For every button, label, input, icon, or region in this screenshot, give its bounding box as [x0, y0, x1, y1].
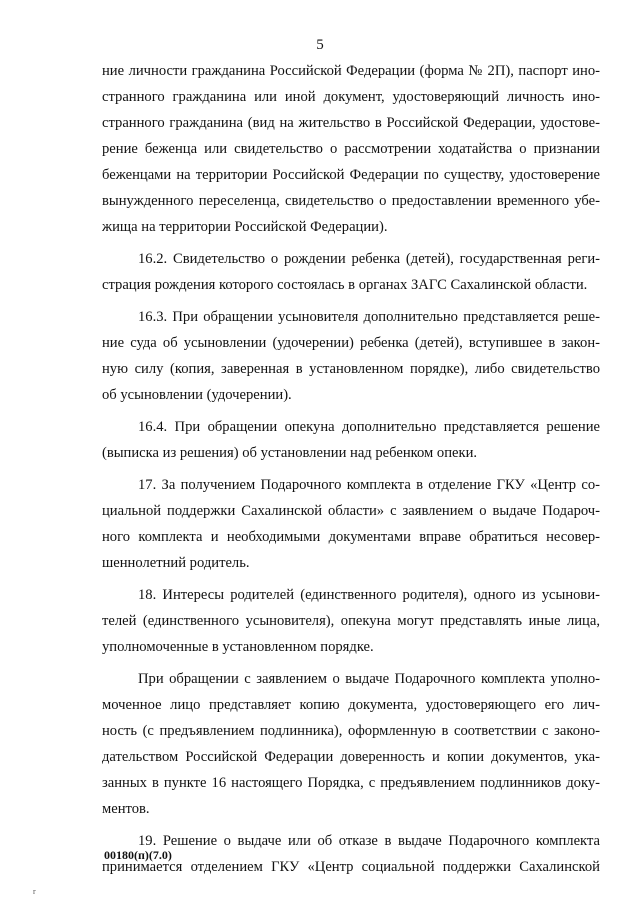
text-line: странного гражданина или иной документ, удостоверяющий личность ино-	[102, 89, 600, 105]
text-line: При обращении с заявлением о выдаче Подарочного комплекта уполно-	[138, 671, 600, 687]
text-line: ментов.	[102, 801, 150, 817]
text-line: страция рождения которого состоялась в органах ЗАГС Сахалинской области.	[102, 277, 588, 293]
paragraph-18	[102, 582, 600, 660]
text-line: ность (с предъявлением подлинника), оформленную в соответствии с законо-	[102, 723, 600, 739]
text-line: рение беженца или свидетельство о рассмотрении ходатайства о признании	[102, 141, 600, 157]
text-line: ную силу (копия, заверенная в установленном порядке), либо свидетельство	[102, 361, 600, 377]
text-line: занных в пункте 16 настоящего Порядка, с предъявлением подлинников доку-	[102, 775, 600, 791]
paragraph-17	[102, 472, 600, 576]
paragraph-19	[102, 828, 600, 880]
page-number: 5	[316, 37, 324, 53]
document-body	[102, 58, 600, 880]
document-code: 00180(п)(7.0)	[104, 848, 172, 862]
paragraph-16-2	[102, 246, 600, 298]
text-line: 16.2. Свидетельство о рождении ребенка (детей), государственная реги-	[138, 251, 600, 267]
paragraph-18-representative	[102, 666, 600, 822]
text-line: моченное лицо представляет копию документа, удостоверяющего его лич-	[102, 697, 600, 713]
text-line: об усыновлении (удочерении).	[102, 387, 292, 403]
text-line: 18. Интересы родителей (единственного родителя), одного из усынови-	[138, 587, 600, 603]
text-line: уполномоченные в установленном порядке.	[102, 639, 374, 655]
text-line: принимается отделением ГКУ «Центр социальной поддержки Сахалинской	[102, 859, 600, 875]
text-line: дательством Российской Федерации доверенность и копии документов, ука-	[102, 749, 600, 765]
text-line: 16.3. При обращении усыновителя дополнительно представляется реше-	[138, 309, 600, 325]
text-line: циальной поддержки Сахалинской области» с заявлением о выдаче Подароч-	[102, 503, 600, 519]
text-line: ного комплекта и необходимыми документами вправе обратиться несовер-	[102, 529, 600, 545]
margin-mark: r	[33, 887, 36, 896]
text-line: 16.4. При обращении опекуна дополнительно представляется решение	[138, 419, 600, 435]
text-line: ние суда об усыновлении (удочерении) ребенка (детей), вступившее в закон-	[102, 335, 600, 351]
text-line: (выписка из решения) об установлении над ребенком опеки.	[102, 445, 478, 461]
text-line: шеннолетний родитель.	[102, 555, 250, 571]
text-line: телей (единственного усыновителя), опекуна могут представлять иные лица,	[102, 613, 600, 629]
text-line: 17. За получением Подарочного комплекта в отделение ГКУ «Центр со-	[138, 477, 600, 493]
text-line: ние личности гражданина Российской Федерации (форма № 2П), паспорт ино-	[102, 63, 600, 79]
text-line: 19. Решение о выдаче или об отказе в выдаче Подарочного комплекта	[138, 833, 600, 849]
text-line: вынужденного переселенца, свидетельство о предоставлении временного убе-	[102, 193, 600, 209]
paragraph-16-3	[102, 304, 600, 408]
paragraph-16-4	[102, 414, 600, 466]
paragraph-16-1-continued	[102, 58, 600, 240]
text-line: странного гражданина (вид на жительство в Российской Федерации, удостове-	[102, 115, 600, 131]
text-line: беженцами на территории Российской Федерации по существу, удостоверение	[102, 167, 600, 183]
text-line: жища на территории Российской Федерации).	[102, 219, 388, 235]
